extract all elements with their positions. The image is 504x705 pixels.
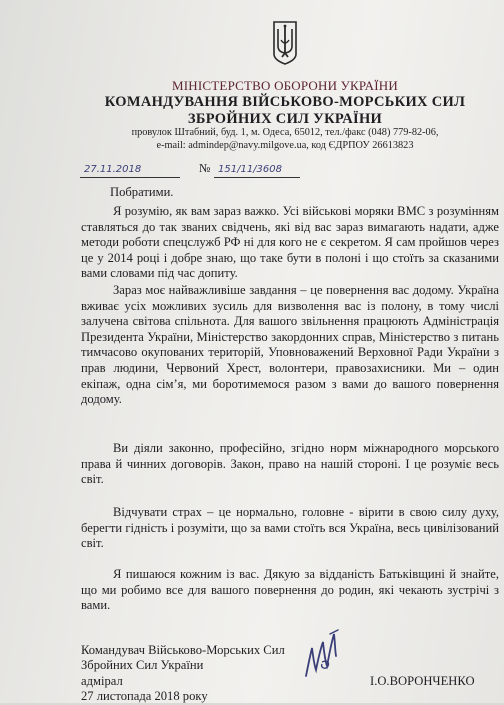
paragraph-3: Ви діяли законно, професійно, згідно норм міжнародного морського права й чинних договорів. Закон, право на нашій стороні. І це розуміє весь світ. <box>81 441 499 487</box>
paragraph-1: Я розумію, як вам зараз важко. Усі військові моряки ВМС з розумінням ставляться до так званих свідчень, які від вас зараз вимагають надати, адже методи роботи спецслужб РФ ні для кого не є секретом. Я сам пройшов через це у 2014 році і добре знаю, що таке бути в полоні і що стоїть за сказаними вами словами під час допиту. <box>81 204 499 281</box>
registration-number-field <box>214 161 300 178</box>
command-title-line2: ЗБРОЙНИХ СИЛ УКРАЇНИ <box>187 111 383 127</box>
signature-date: 27 листопада 2018 року <box>81 689 208 704</box>
registration-number: 151/11/3608 <box>218 164 282 175</box>
signature-block <box>81 643 285 705</box>
address-line: провулок Штабний, буд. 1, м. Одеса, 65012, тел./факс (048) 779-82-06, <box>131 127 439 138</box>
signatory-name: І.О.ВОРОНЧЕНКО <box>370 674 475 688</box>
trident-emblem-icon <box>271 20 299 66</box>
signatory-position-line1: Командувач Військово-Морських Сил <box>81 643 285 657</box>
paragraph-2: Зараз моє найважливіше завдання – це повернення вас додому. Україна вживає усіх можливих зусиль для визволення вас із полону, в тому числі залучена світова спільнота. Для вашого звільнення працюють Адміністрація Президента України, Міністерство закордонних справ, Міністерство з питань тимчасово окупованих територій, Уповноважений Верховної Ради України з прав людини, Червоний Хрест, волонтери, правозахисники. Ми – один екіпаж, одна сім’я, ми боротимемося разом з вами до вашого повернення додому. <box>81 283 499 407</box>
contacts-line: e-mail: admindep@navy.milgove.ua, код ЄДРПОУ 26613823 <box>156 140 414 151</box>
greeting: Побратими. <box>110 185 174 199</box>
handwritten-signature <box>300 626 342 684</box>
signatory-position-line2: Збройних Сил України <box>81 658 204 673</box>
paragraph-5: Я пишаюся кожним із вас. Дякую за відданість Батьківщині й знайте, що ми робимо все для вашого повернення до родин, які чекають зустрічі з вами. <box>81 567 499 613</box>
paragraph-4: Відчувати страх – це нормально, головне - вірити в свою силу духу, берегти гідність і розуміти, що за вами стоїть вся Україна, весь цивілізований світ. <box>81 505 499 551</box>
ministry-title: МІНІСТЕРСТВО ОБОРОНИ УКРАЇНИ <box>172 78 398 93</box>
signatory-rank: адмірал <box>81 673 123 688</box>
registration-date: 27.11.2018 <box>84 164 142 175</box>
registration-number-label: № <box>199 161 211 175</box>
registration-date-field <box>80 161 180 178</box>
command-title-line1: КОМАНДУВАННЯ ВІЙСЬКОВО-МОРСЬКИХ СИЛ <box>104 94 466 110</box>
